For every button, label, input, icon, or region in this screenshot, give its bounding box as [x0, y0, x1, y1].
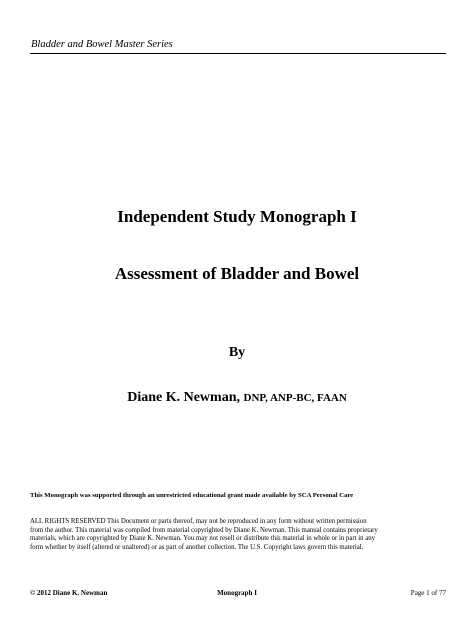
rights-line: materials, which are copyrighted by Diane K. Newman. You may not resell or distribute this material in whole or in part in any: [30, 535, 376, 543]
author-line: [0, 390, 474, 406]
support-note: This Monograph was supported through an unrestricted educational grant made available by SCA Personal Care: [30, 492, 354, 499]
author-credentials: DNP, ANP-BC, FAAN: [243, 392, 347, 404]
by-label: By: [228, 345, 246, 360]
rights-line: ALL RIGHTS RESERVED This Document or parts thereof, may not be reproduced in any form without written permission: [30, 518, 367, 525]
rights-line: from the author. This material was compiled from material copyrighted by Diane K. Newman. This manual contains proprietary: [30, 526, 378, 534]
series-header: Bladder and Bowel Master Series: [31, 39, 173, 50]
monograph-subtitle: Assessment of Bladder and Bowel: [114, 264, 360, 283]
header-rule: [30, 53, 446, 54]
rights-line: form whether by itself (altered or unaltered) or as part of another collection. The U.S. Copyright laws govern this material.: [30, 543, 364, 551]
footer-page-number: Page 1 of 77: [410, 589, 446, 597]
monograph-title: Independent Study Monograph I: [117, 207, 357, 226]
footer-copyright: © 2012 Diane K. Newman: [30, 589, 108, 597]
footer-title: Monograph I: [217, 589, 257, 597]
author-name: Diane K. Newman,: [127, 390, 240, 405]
rights-statement: [30, 518, 450, 552]
